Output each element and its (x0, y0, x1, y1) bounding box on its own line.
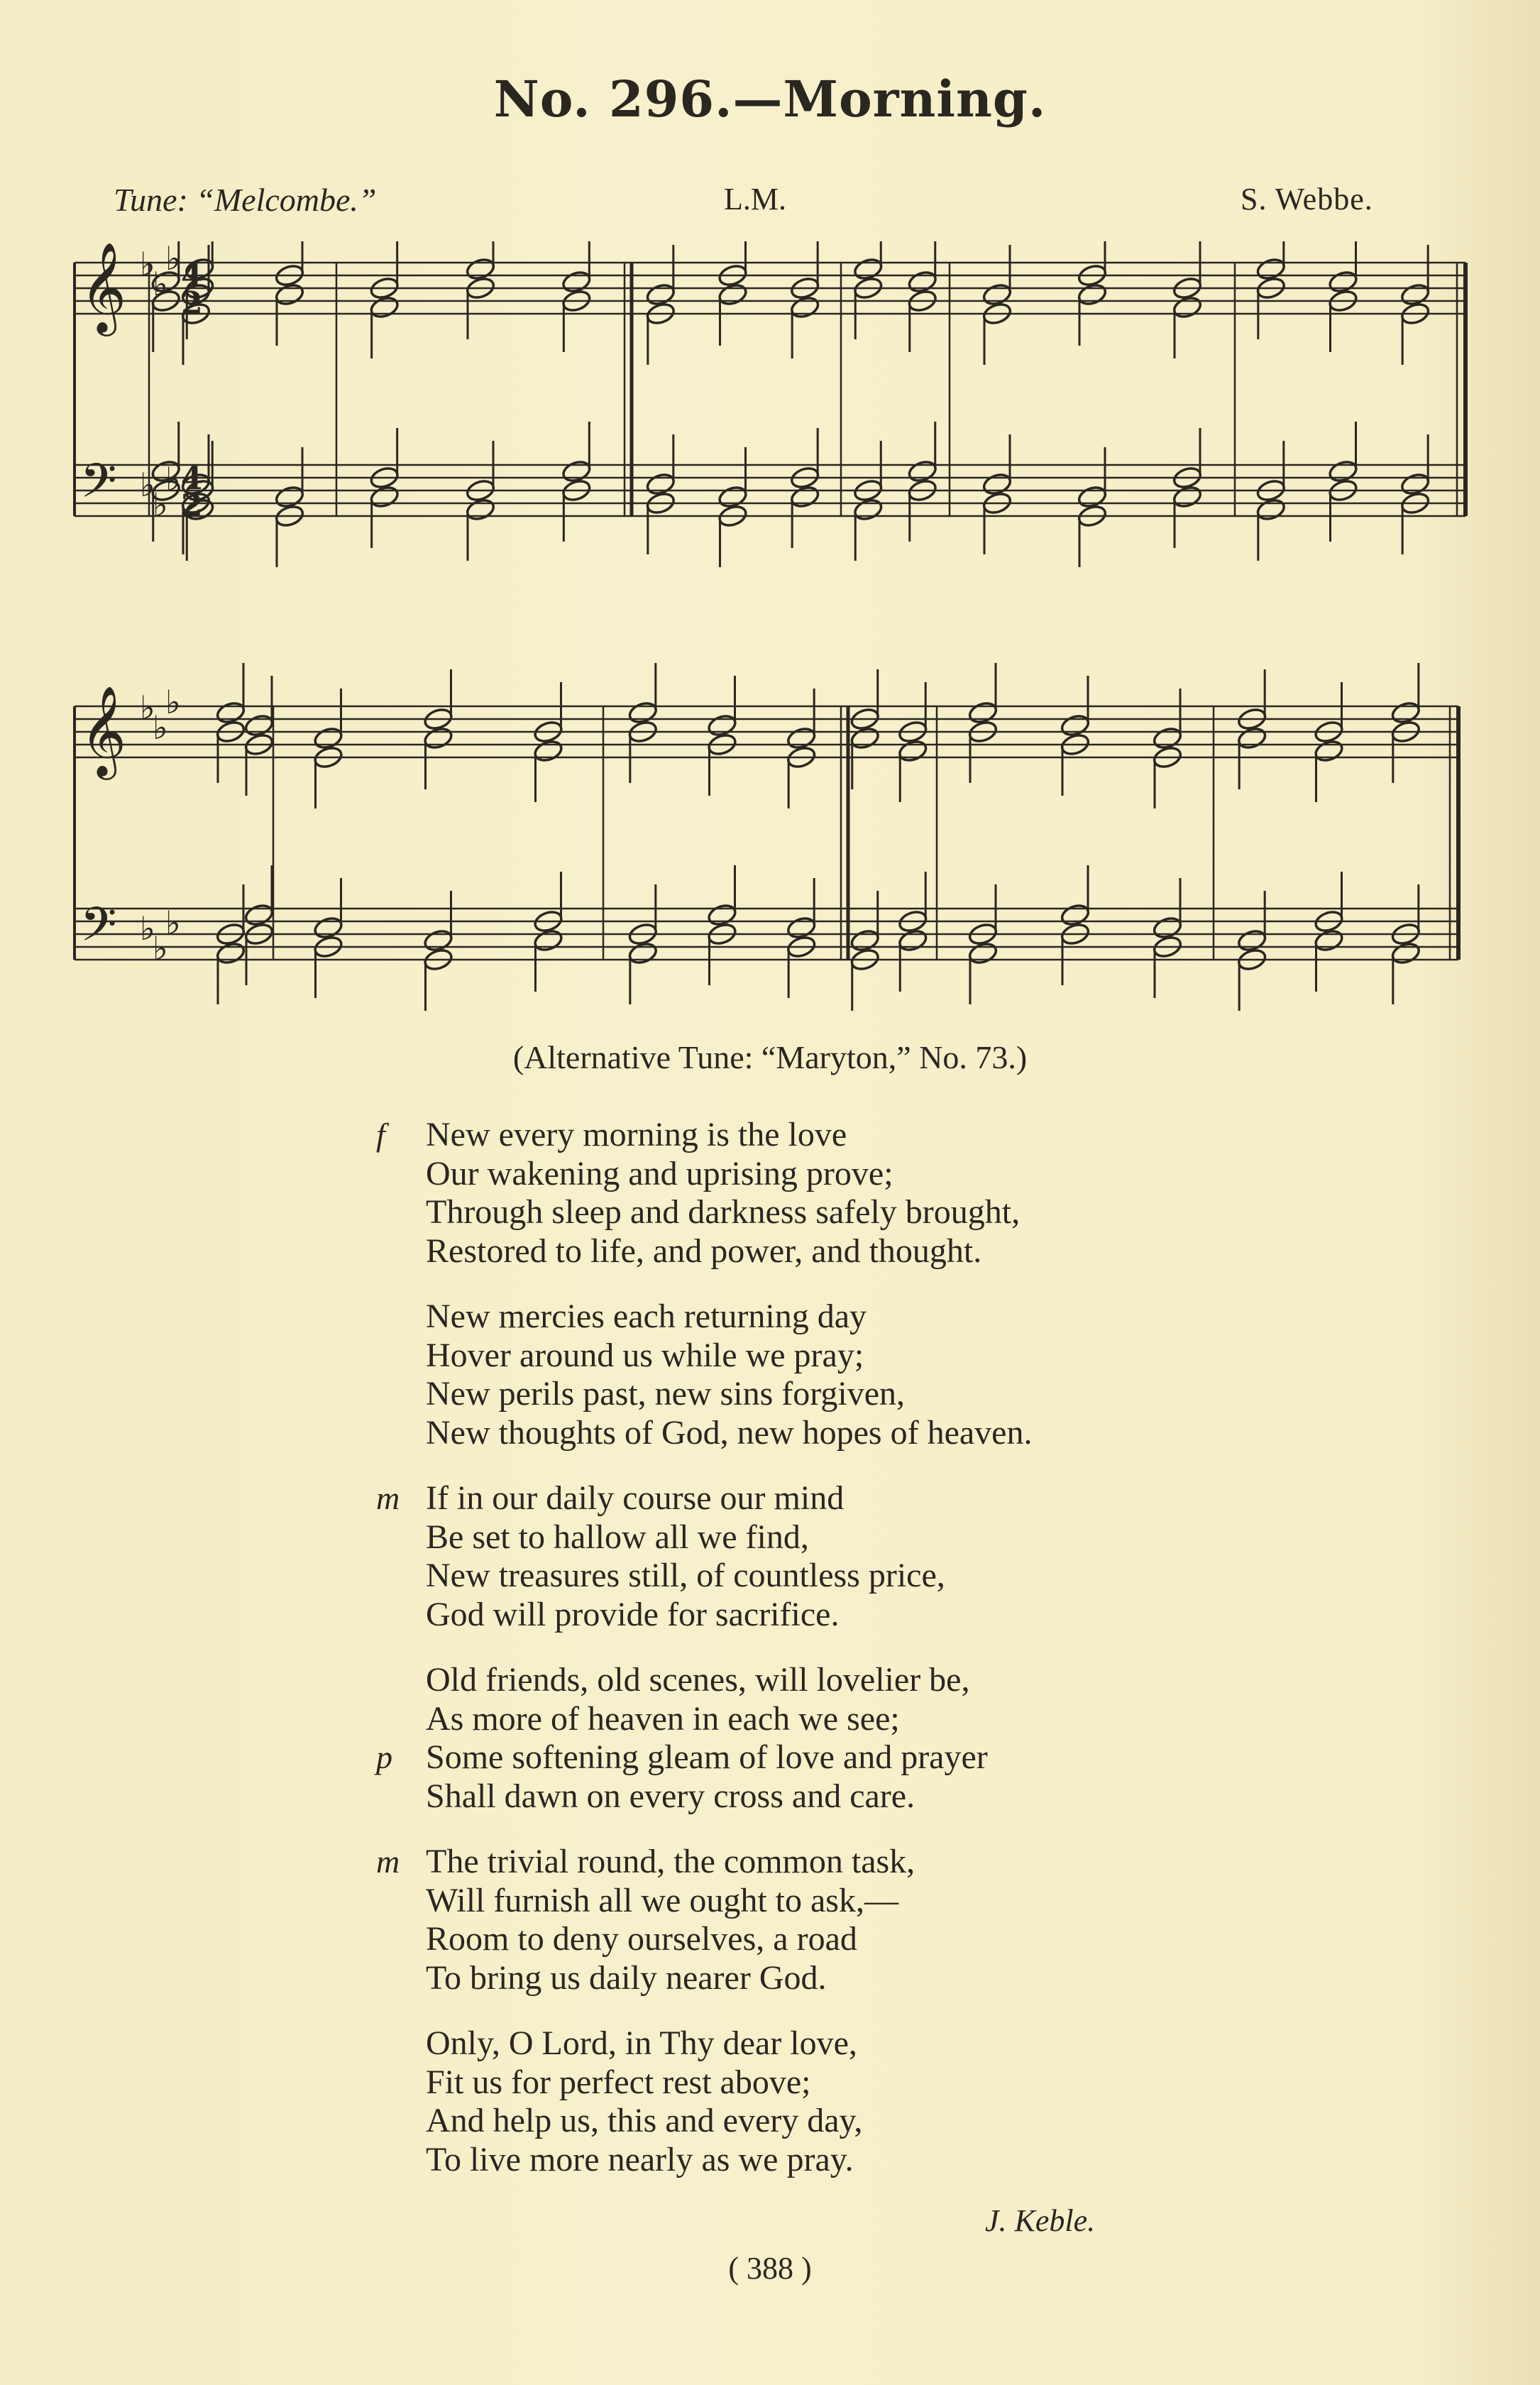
verse-line: Old friends, old scenes, will lovelier be, (426, 1661, 970, 1699)
dynamic-marking: m (376, 1843, 400, 1880)
alternative-tune: (Alternative Tune: “Maryton,” No. 73.) (512, 1039, 1028, 1075)
treble-clef: 𝄞 (80, 685, 127, 776)
note-head (215, 941, 246, 966)
note-head (707, 902, 738, 928)
note-head (1255, 256, 1287, 282)
flat-sign: ♭ (140, 689, 155, 727)
time-signature-bottom: 2 (181, 488, 203, 524)
note-head (627, 700, 659, 725)
note-head (707, 713, 738, 738)
note-head (1328, 459, 1359, 484)
note-head (1328, 269, 1359, 295)
note-head (967, 941, 999, 966)
note-head (1314, 738, 1345, 764)
verse-line: Will furnish all we ought to ask,— (426, 1881, 898, 1919)
flat-sign: ♭ (153, 265, 168, 303)
note-head (215, 700, 246, 725)
note-head (1236, 725, 1267, 751)
note-head (1077, 484, 1108, 510)
note-head (1399, 282, 1431, 307)
bass-clef: 𝄢 (80, 897, 117, 963)
note-head (645, 471, 676, 497)
note-head (243, 713, 275, 738)
note-head (1390, 941, 1421, 966)
note-head (786, 915, 817, 941)
note-head (369, 484, 400, 510)
bass-clef: 𝄢 (80, 454, 117, 520)
note-head (1255, 497, 1287, 522)
stanza (376, 1843, 1419, 1997)
note-head (981, 471, 1013, 497)
verse-line: New thoughts of God, new hopes of heaven. (426, 1413, 1033, 1452)
verse-line: Room to deny ourselves, a road (426, 1920, 857, 1958)
note-head (1152, 915, 1183, 941)
flat-sign: ♭ (140, 909, 155, 948)
note-head (627, 941, 659, 966)
note-head (1060, 713, 1091, 738)
note-head (967, 700, 999, 725)
verse-line: New perils past, new sins forgiven, (426, 1375, 905, 1413)
stanza (376, 1661, 1419, 1816)
composer: S. Webbe. (1241, 182, 1373, 216)
hymn-author: J. Keble. (985, 2203, 1096, 2238)
note-head (1152, 725, 1183, 751)
note-head (717, 484, 749, 510)
stanza (426, 1298, 1419, 1452)
dynamic-marking: m (376, 1480, 400, 1516)
verse-line: If in our daily course our mind (426, 1479, 845, 1517)
note-head (274, 484, 305, 510)
treble-clef: 𝄞 (80, 241, 127, 332)
verse-line: As more of heaven in each we see; (426, 1699, 900, 1738)
note-head (533, 928, 564, 953)
note-head (1314, 928, 1345, 953)
note-head (423, 928, 454, 953)
flat-sign: ♭ (165, 683, 181, 721)
flat-sign: ♭ (165, 460, 181, 498)
time-signature-top: 4 (181, 258, 203, 295)
verse-line: Hover around us while we pray; (426, 1336, 864, 1374)
note-head (852, 256, 884, 282)
tune-label (114, 181, 377, 219)
dynamic-marking: p (376, 1739, 392, 1775)
verse-line: Our wakening and uprising prove; (426, 1154, 893, 1192)
tune-prefix: Tune: (114, 182, 197, 218)
note-head (1390, 700, 1421, 725)
note-head (849, 725, 881, 751)
verse-line: Shall dawn on every cross and care. (426, 1777, 915, 1815)
note-head (369, 295, 400, 320)
page-number: ( 388 ) (728, 2251, 812, 2286)
verse-line: And help us, this and every day, (426, 2102, 863, 2139)
note-head (561, 269, 592, 295)
verse-line: Restored to life, and power, and thought. (426, 1232, 982, 1270)
note-head (1399, 471, 1431, 497)
note-head (313, 915, 344, 941)
note-head (561, 459, 592, 484)
note-head (1060, 902, 1091, 928)
flat-sign: ♭ (140, 245, 155, 283)
note-head (1172, 484, 1203, 510)
note-head (313, 725, 344, 751)
note-head (243, 902, 275, 928)
note-head (717, 282, 749, 307)
stanza (376, 1479, 1419, 1634)
note-head (645, 282, 676, 307)
verse-line: To live more nearly as we pray. (426, 2140, 854, 2178)
note-head (852, 497, 884, 522)
verse-line: New every morning is the love (426, 1116, 847, 1153)
note-head (533, 738, 564, 764)
verse-line: Fit us for perfect rest above; (426, 2063, 811, 2101)
verse-line: God will provide for sacrifice. (426, 1595, 840, 1633)
note-head (789, 484, 820, 510)
note-head (907, 459, 938, 484)
note-head (897, 928, 928, 953)
note-head (786, 725, 817, 751)
verse-line: To bring us daily nearer God. (426, 1958, 827, 1997)
verse-line: New mercies each returning day (426, 1298, 867, 1335)
tune-name: “Melcombe.” (196, 182, 377, 218)
verse-line: Be set to hallow all we find, (426, 1518, 809, 1556)
note-head (789, 295, 820, 320)
flat-sign: ♭ (153, 708, 168, 747)
verse-line: Only, O Lord, in Thy dear love, (426, 2024, 857, 2062)
flat-sign: ♭ (165, 241, 181, 278)
stanza (376, 1116, 1419, 1271)
note-head (423, 725, 454, 751)
note-head (907, 269, 938, 295)
note-head (1172, 295, 1203, 320)
time-signature-bottom: 2 (181, 285, 203, 322)
verse-line: Through sleep and darkness safely brought, (426, 1193, 1021, 1231)
flat-sign: ♭ (153, 486, 168, 524)
verse-line: New treasures still, of countless price, (426, 1557, 945, 1594)
flat-sign: ♭ (140, 466, 155, 504)
dynamic-marking: f (376, 1117, 385, 1153)
hymn-title: No. 296.—Morning. (493, 70, 1047, 128)
note-head (897, 738, 928, 764)
meter: L.M. (724, 182, 786, 216)
verse-line: Some softening gleam of love and prayer (426, 1738, 988, 1776)
note-head (274, 282, 305, 307)
note-head (849, 928, 881, 953)
note-head (1236, 928, 1267, 953)
flat-sign: ♭ (165, 904, 181, 942)
note-head (1077, 282, 1108, 307)
hymn-verses (376, 1116, 1419, 2206)
verse-line: The trivial round, the common task, (426, 1843, 915, 1880)
flat-sign: ♭ (153, 929, 168, 967)
note-head (465, 256, 496, 282)
music-score (0, 241, 1540, 1022)
stanza (426, 2024, 1419, 2179)
note-head (981, 282, 1013, 307)
time-signature-top: 4 (181, 461, 203, 497)
note-head (465, 497, 496, 522)
